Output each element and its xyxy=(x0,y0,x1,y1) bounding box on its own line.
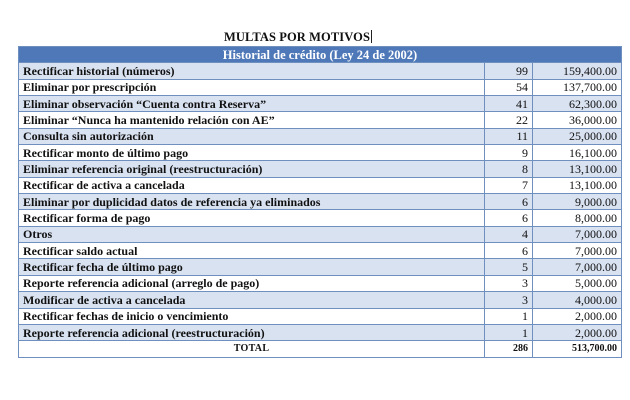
table-row xyxy=(19,275,622,291)
total-label-cell: TOTAL xyxy=(19,341,485,357)
motivo-cell: Reporte referencia adicional (reestructuración) xyxy=(19,324,485,340)
motivo-cell: Eliminar por prescripción xyxy=(19,79,485,95)
monto-cell: 137,700.00 xyxy=(533,79,622,95)
monto-cell: 159,400.00 xyxy=(533,63,622,79)
motivo-cell: Rectificar de activa a cancelada xyxy=(19,177,485,193)
total-cantidad-cell: 286 xyxy=(485,341,533,357)
motivo-cell: Rectificar monto de último pago xyxy=(19,145,485,161)
table-row xyxy=(19,79,622,95)
document-title xyxy=(224,30,372,45)
monto-cell: 4,000.00 xyxy=(533,292,622,308)
monto-cell: 2,000.00 xyxy=(533,324,622,340)
cantidad-cell: 6 xyxy=(485,194,533,210)
monto-cell: 9,000.00 xyxy=(533,194,622,210)
table-row xyxy=(19,210,622,226)
cantidad-cell: 8 xyxy=(485,161,533,177)
monto-cell: 16,100.00 xyxy=(533,145,622,161)
motivo-cell: Eliminar “Nunca ha mantenido relación con AE” xyxy=(19,112,485,128)
table-row xyxy=(19,96,622,112)
cantidad-cell: 41 xyxy=(485,96,533,112)
cantidad-cell: 11 xyxy=(485,128,533,144)
table-row xyxy=(19,292,622,308)
motivo-cell: Reporte referencia adicional (arreglo de pago) xyxy=(19,275,485,291)
motivo-cell: Rectificar forma de pago xyxy=(19,210,485,226)
cantidad-cell: 7 xyxy=(485,177,533,193)
table-row xyxy=(19,308,622,324)
cantidad-cell: 4 xyxy=(485,226,533,242)
cantidad-cell: 54 xyxy=(485,79,533,95)
cantidad-cell: 3 xyxy=(485,275,533,291)
motivo-cell: Rectificar fecha de último pago xyxy=(19,259,485,275)
monto-cell: 7,000.00 xyxy=(533,243,622,259)
motivo-cell: Eliminar observación “Cuenta contra Reserva” xyxy=(19,96,485,112)
motivo-cell: Rectificar historial (números) xyxy=(19,63,485,79)
fines-table xyxy=(18,46,622,358)
text-cursor xyxy=(371,30,372,43)
cantidad-cell: 9 xyxy=(485,145,533,161)
monto-cell: 7,000.00 xyxy=(533,226,622,242)
cantidad-cell: 1 xyxy=(485,308,533,324)
monto-cell: 8,000.00 xyxy=(533,210,622,226)
monto-cell: 13,100.00 xyxy=(533,161,622,177)
motivo-cell: Modificar de activa a cancelada xyxy=(19,292,485,308)
monto-cell: 2,000.00 xyxy=(533,308,622,324)
table-header-row xyxy=(19,47,622,63)
table-row xyxy=(19,63,622,79)
cantidad-cell: 5 xyxy=(485,259,533,275)
table-row xyxy=(19,145,622,161)
cantidad-cell: 6 xyxy=(485,210,533,226)
table-row xyxy=(19,194,622,210)
table-row xyxy=(19,226,622,242)
motivo-cell: Rectificar saldo actual xyxy=(19,243,485,259)
cantidad-cell: 6 xyxy=(485,243,533,259)
monto-cell: 7,000.00 xyxy=(533,259,622,275)
fines-table-body xyxy=(19,47,622,358)
motivo-cell: Otros xyxy=(19,226,485,242)
table-row xyxy=(19,128,622,144)
cantidad-cell: 1 xyxy=(485,324,533,340)
table-row xyxy=(19,177,622,193)
monto-cell: 25,000.00 xyxy=(533,128,622,144)
total-monto-cell: 513,700.00 xyxy=(533,341,622,357)
table-row xyxy=(19,259,622,275)
table-row xyxy=(19,112,622,128)
monto-cell: 13,100.00 xyxy=(533,177,622,193)
total-row xyxy=(19,341,622,357)
motivo-cell: Consulta sin autorización xyxy=(19,128,485,144)
cantidad-cell: 3 xyxy=(485,292,533,308)
table-header: Historial de crédito (Ley 24 de 2002) xyxy=(19,47,622,63)
table-row xyxy=(19,161,622,177)
document-title-text: MULTAS POR MOTIVOS xyxy=(224,30,371,44)
motivo-cell: Eliminar referencia original (reestructuración) xyxy=(19,161,485,177)
motivo-cell: Rectificar fechas de inicio o vencimiento xyxy=(19,308,485,324)
monto-cell: 62,300.00 xyxy=(533,96,622,112)
monto-cell: 36,000.00 xyxy=(533,112,622,128)
motivo-cell: Eliminar por duplicidad datos de referencia ya eliminados xyxy=(19,194,485,210)
monto-cell: 5,000.00 xyxy=(533,275,622,291)
table-row xyxy=(19,243,622,259)
table-row xyxy=(19,324,622,340)
cantidad-cell: 99 xyxy=(485,63,533,79)
cantidad-cell: 22 xyxy=(485,112,533,128)
